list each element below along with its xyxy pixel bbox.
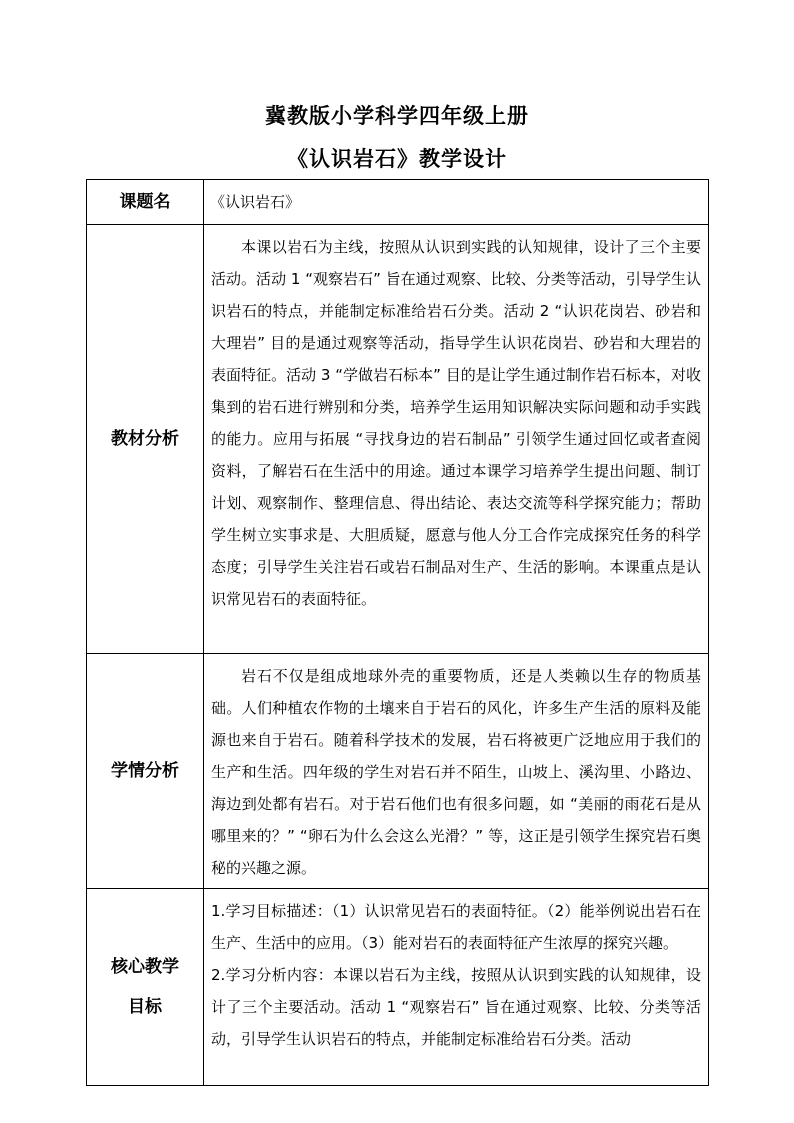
material-analysis-cell xyxy=(204,225,709,654)
table-row-learner-analysis xyxy=(87,654,709,889)
learner-analysis-cell xyxy=(204,654,709,889)
core-goals-label-line2: 目标 xyxy=(128,997,162,1017)
core-goals-label-line1: 核心教学 xyxy=(111,957,179,977)
document-title: 冀教版小学科学四年级上册 xyxy=(265,104,529,128)
core-goals-cell xyxy=(204,889,709,1086)
core-goals-para1: 1.学习目标描述：（1）认识常见岩石的表面特征。（2）能举例说出岩石在生产、生活中的应用。（3）能对岩石的表面特征产生浓厚的探究兴趣。 xyxy=(211,902,701,952)
topic-value: 《认识岩石》 xyxy=(204,180,709,225)
material-analysis-text: 本课以岩石为主线，按照从认识到实践的认知规律，设计了三个主要活动。活动 1 “观察岩石” 旨在通过观察、比较、分类等活动，引导学生认识岩石的特点，并能制定标准给岩石分类。活动 2 “认识花岗岩、砂岩和大理岩” 目的是通过观察等活动，指导学生认识花岗岩、砂岩和大理岩的表面特征。活动 3 “学做岩石标本” 目的是让学生通过制作岩石标本，对收集到的岩石进行辨别和分类，培养学生运用知识解决实际问题和动手实践的能力。应用与拓展 “寻找身边的岩石制品” 引领学生通过回忆或者查阅资料，了解岩石在生活中的用途。通过本课学习培养学生提出问题、制订计划、观察制作、整理信息、得出结论、表达交流等科学探究能力；帮助学生树立实事求是、大胆质疑，愿意与他人分工合作完成探究任务的科学态度；引导学生关注岩石或岩石制品对生产、生活的影响。本课重点是认识常见岩石的表面特征。 xyxy=(211,238,701,608)
material-analysis-label: 教材分析 xyxy=(87,225,204,654)
core-goals-content xyxy=(211,895,701,1075)
lesson-plan-table xyxy=(86,179,709,1086)
core-goals-label xyxy=(87,889,204,1086)
core-goals-para2: 2.学习分析内容：本课以岩石为主线，按照从认识到实践的认知规律，设计了三个主要活动。活动 1 “观察岩石” 旨在通过观察、比较、分类等活动，引导学生认识岩石的特点，并能制定标准给岩石分类。活动 xyxy=(211,966,701,1048)
table-row-core-goals xyxy=(87,889,709,1086)
table-row-topic xyxy=(87,180,709,225)
topic-label: 课题名 xyxy=(87,180,204,225)
table-row-material-analysis xyxy=(87,225,709,654)
document-subtitle: 《认识岩石》教学设计 xyxy=(287,147,507,171)
learner-analysis-text: 岩石不仅是组成地球外壳的重要物质，还是人类赖以生存的物质基础。人们种植农作物的土壤来自于岩石的风化，许多生产生活的原料及能源也来自于岩石。随着科学技术的发展，岩石将被更广泛地应用于我们的生产和生活。四年级的学生对岩石并不陌生，山坡上、溪沟里、小路边、海边到处都有岩石。对于岩石他们也有很多问题，如 “美丽的雨花石是从哪里来的？” “卵石为什么会这么光滑？” 等，这正是引领学生探究岩石奥秘的兴趣之源。 xyxy=(211,667,701,877)
learner-analysis-label: 学情分析 xyxy=(87,654,204,889)
